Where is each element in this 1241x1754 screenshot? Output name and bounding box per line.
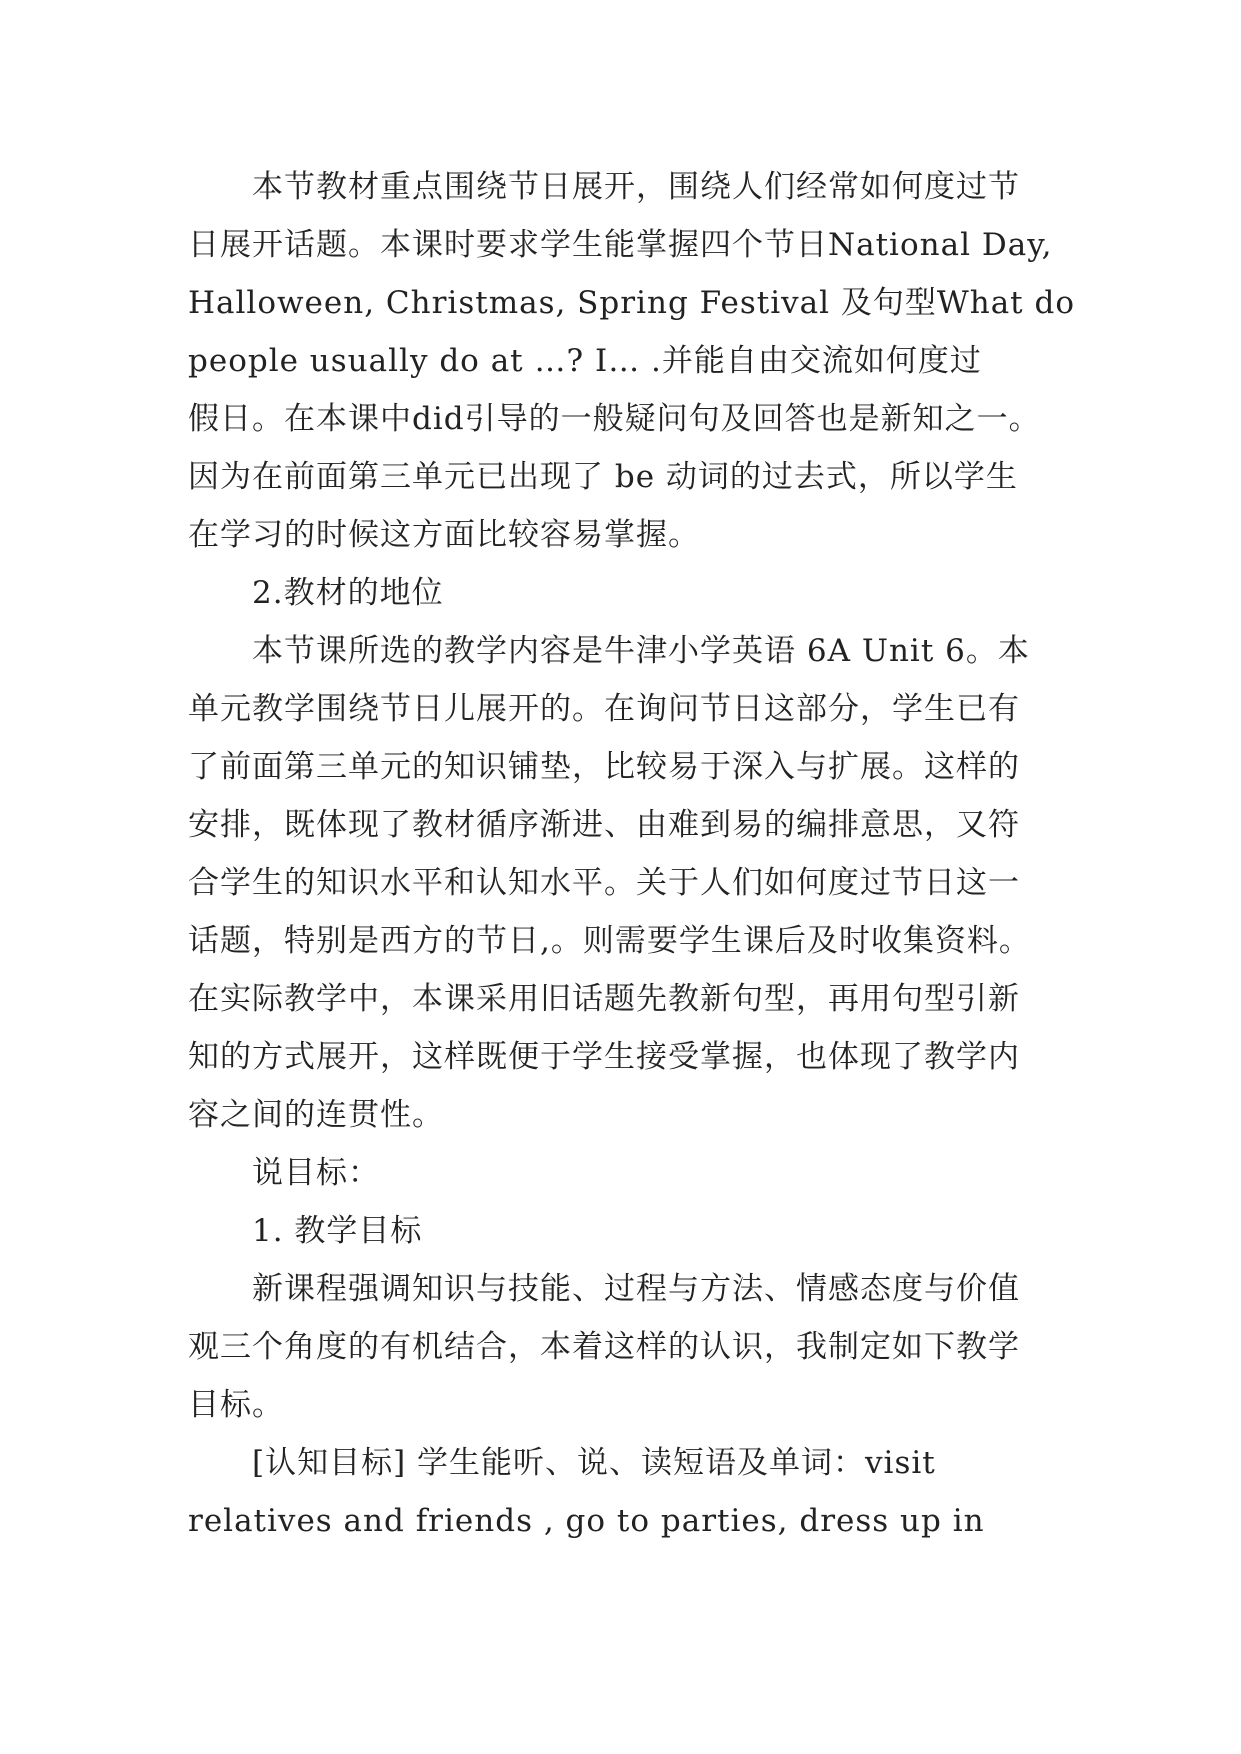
paragraph-line: 单元教学围绕节日儿展开的。在询问节日这部分，学生已有 bbox=[188, 691, 1020, 727]
paragraph-line: 了前面第三单元的知识铺垫，比较易于深入与扩展。这样的 bbox=[188, 749, 1020, 785]
paragraph-line: 新课程强调知识与技能、过程与方法、情感态度与价值 bbox=[252, 1271, 1020, 1307]
paragraph-line: 本节课所选的教学内容是牛津小学英语 6A Unit 6。本 bbox=[252, 633, 1030, 669]
paragraph-line: 因为在前面第三单元已出现了 be 动词的过去式，所以学生 bbox=[188, 459, 1018, 495]
section-heading: 1. 教学目标 bbox=[252, 1213, 423, 1249]
paragraph-line: 本节教材重点围绕节日展开，围绕人们经常如何度过节 bbox=[252, 169, 1020, 205]
paragraph-line: 知的方式展开，这样既便于学生接受掌握，也体现了教学内 bbox=[188, 1039, 1020, 1075]
paragraph-line: 观三个角度的有机结合，本着这样的认识，我制定如下教学 bbox=[188, 1329, 1020, 1365]
paragraph-line: [认知目标] 学生能听、说、读短语及单词：visit bbox=[252, 1445, 936, 1481]
paragraph-line: 假日。在本课中did引导的一般疑问句及回答也是新知之一。 bbox=[188, 401, 1041, 437]
paragraph-line: 目标。 bbox=[188, 1387, 284, 1423]
section-heading: 说目标： bbox=[252, 1155, 380, 1191]
document-page bbox=[188, 158, 1075, 1550]
paragraph-line: relatives and friends , go to parties, dress up in bbox=[188, 1503, 985, 1539]
section-heading: 2.教材的地位 bbox=[252, 575, 444, 611]
paragraph-line: 话题，特别是西方的节日,。则需要学生课后及时收集资料。 bbox=[188, 923, 1031, 959]
paragraph-line: 在实际教学中，本课采用旧话题先教新句型，再用句型引新 bbox=[188, 981, 1020, 1017]
paragraph-line: 容之间的连贯性。 bbox=[188, 1097, 444, 1133]
paragraph-line: 合学生的知识水平和认知水平。关于人们如何度过节日这一 bbox=[188, 865, 1020, 901]
paragraph-line: people usually do at …? I… .并能自由交流如何度过 bbox=[188, 343, 982, 379]
paragraph-line: Halloween, Christmas, Spring Festival 及句型What do bbox=[188, 285, 1075, 321]
paragraph-line: 日展开话题。本课时要求学生能掌握四个节日National Day, bbox=[188, 227, 1053, 263]
paragraph-line: 在学习的时候这方面比较容易掌握。 bbox=[188, 517, 700, 553]
paragraph-line: 安排，既体现了教材循序渐进、由难到易的编排意思，又符 bbox=[188, 807, 1020, 843]
